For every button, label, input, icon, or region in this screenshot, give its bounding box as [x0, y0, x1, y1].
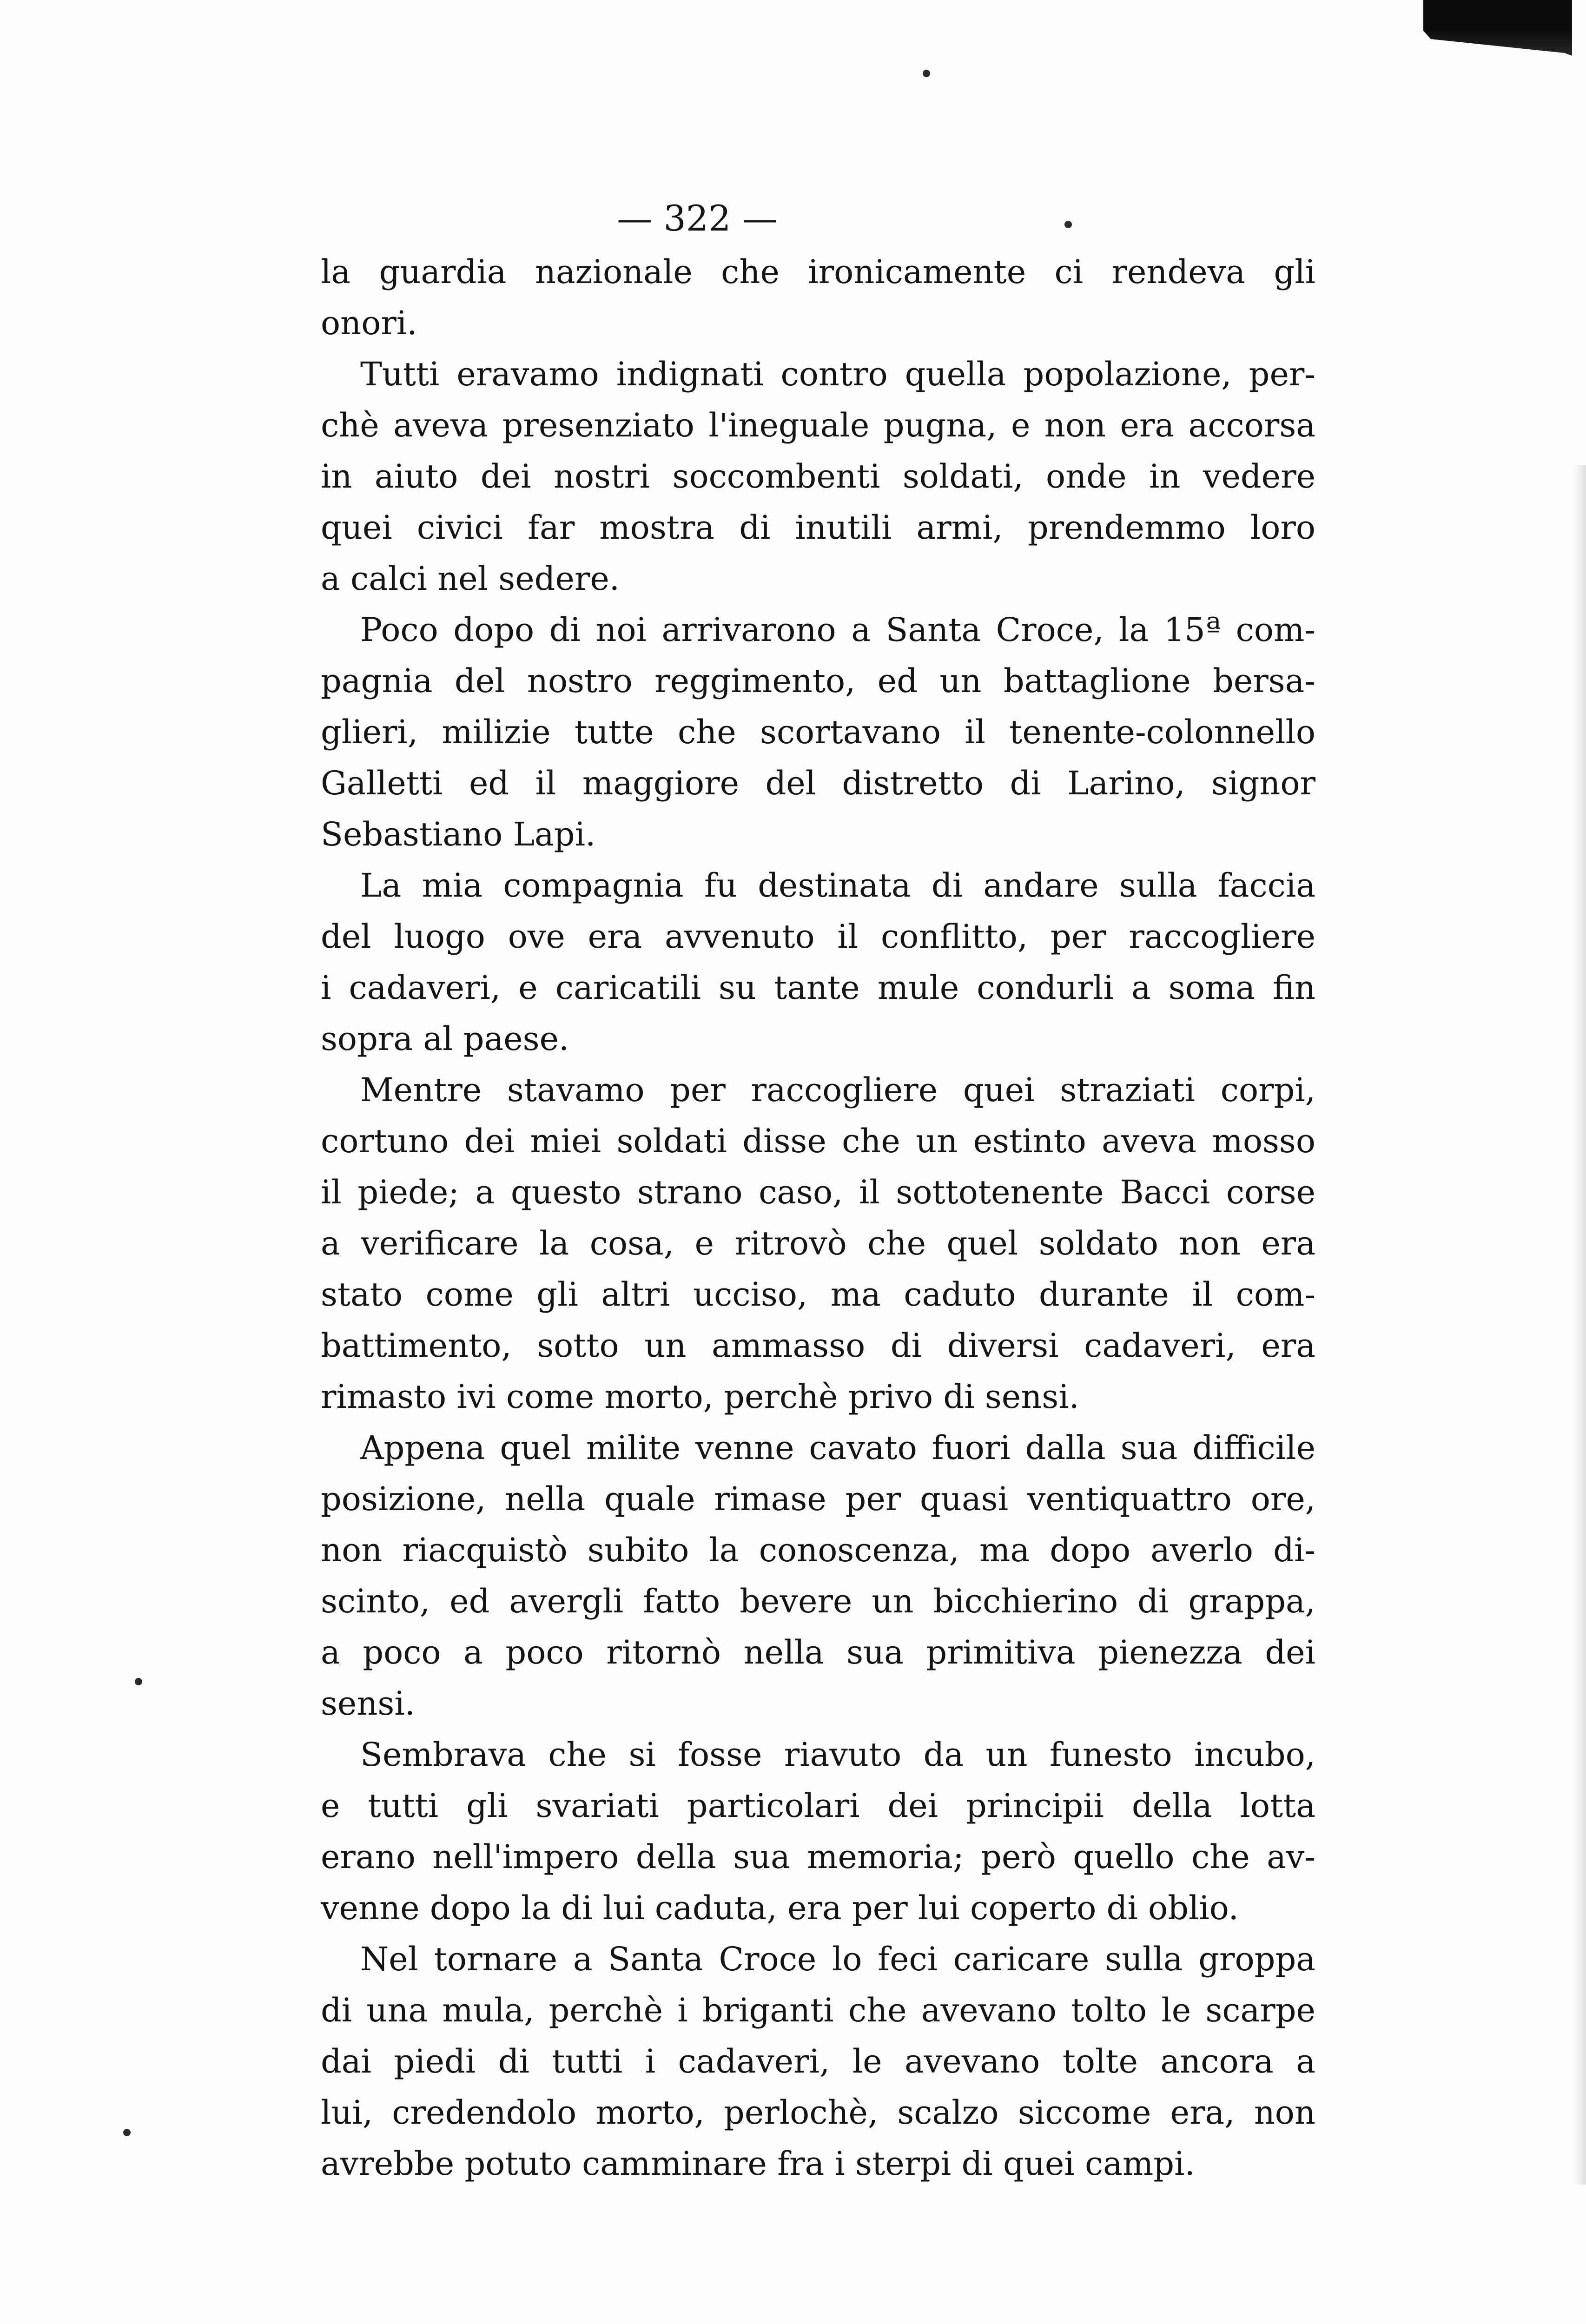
text-line: La mia compagnia fu destinata di andare sulla faccia — [360, 866, 1315, 905]
body-text — [321, 246, 1315, 2189]
text-line: dai piedi di tutti i cadaveri, le avevano tolte ancora a — [321, 2042, 1315, 2080]
text-line: onori. — [321, 304, 417, 342]
text-line: sopra al paese. — [321, 1020, 569, 1058]
text-line: glieri, milizie tutte che scortavano il tenente-colonnello — [321, 713, 1315, 751]
text-line: avrebbe potuto camminare fra i sterpi di quei campi. — [321, 2145, 1195, 2183]
text-line: lui, credendolo morto, perlochè, scalzo siccome era, non — [321, 2093, 1315, 2132]
text-line: Sebastiano Lapi. — [321, 815, 596, 853]
text-line: a calci nel sedere. — [321, 560, 620, 598]
text-line: in aiuto dei nostri soccombenti soldati, onde in vedere — [321, 457, 1315, 495]
scan-speck — [923, 70, 930, 77]
text-line: la guardia nazionale che ironicamente ci rendeva gli — [321, 253, 1315, 291]
text-line: chè aveva presenziato l'ineguale pugna, e non era accorsa — [321, 406, 1315, 444]
scan-speck — [1064, 221, 1072, 228]
scan-artifact-top — [1423, 0, 1572, 56]
text-line: stato come gli altri ucciso, ma caduto durante il com- — [321, 1275, 1315, 1314]
text-line: non riacquistò subito la conoscenza, ma dopo averlo di- — [321, 1531, 1315, 1569]
text-line: Appena quel milite venne cavato fuori dalla sua difficile — [360, 1429, 1315, 1467]
page-number: — 322 — — [617, 198, 778, 239]
scan-speck — [123, 2129, 131, 2136]
text-line: Mentre stavamo per raccogliere quei straziati corpi, — [360, 1071, 1315, 1109]
text-line: di una mula, perchè i briganti che avevano tolto le scarpe — [321, 1991, 1315, 2029]
text-line: Nel tornare a Santa Croce lo feci caricare sulla groppa — [360, 1940, 1315, 1978]
text-line: a verificare la cosa, e ritrovò che quel soldato non era — [321, 1224, 1315, 1262]
text-line: Galletti ed il maggiore del distretto di Larino, signor — [321, 764, 1315, 802]
text-line: e tutti gli svariati particolari dei principii della lotta — [321, 1787, 1315, 1825]
text-line: pagnia del nostro reggimento, ed un battaglione bersa- — [321, 662, 1315, 700]
text-line: il piede; a questo strano caso, il sottotenente Bacci corse — [321, 1173, 1315, 1211]
text-line: venne dopo la di lui caduta, era per lui coperto di oblio. — [321, 1889, 1239, 1927]
text-line: scinto, ed avergli fatto bevere un bicchierino di grappa, — [321, 1582, 1315, 1620]
text-line: battimento, sotto un ammasso di diversi cadaveri, era — [321, 1327, 1315, 1365]
text-line: posizione, nella quale rimase per quasi ventiquattro ore, — [321, 1480, 1315, 1518]
text-line: i cadaveri, e caricatili su tante mule condurli a soma fin — [321, 969, 1315, 1007]
text-line: erano nell'impero della sua memoria; però quello che av- — [321, 1838, 1315, 1876]
text-line: sensi. — [321, 1684, 415, 1723]
scan-speck — [135, 1678, 142, 1685]
text-line: Sembrava che si fosse riavuto da un funesto incubo, — [360, 1736, 1315, 1774]
scan-artifact-edge — [1572, 465, 1586, 2185]
text-line: rimasto ivi come morto, perchè privo di sensi. — [321, 1378, 1079, 1416]
text-line: Tutti eravamo indignati contro quella popolazione, per- — [360, 355, 1315, 393]
scan-artifact-bottom — [1381, 2311, 1577, 2324]
text-line: quei civici far mostra di inutili armi, prendemmo loro — [321, 508, 1315, 547]
text-line: cortuno dei miei soldati disse che un estinto aveva mosso — [321, 1122, 1315, 1160]
text-line: Poco dopo di noi arrivarono a Santa Croce, la 15ª com- — [360, 611, 1315, 649]
text-line: del luogo ove era avvenuto il conflitto, per raccogliere — [321, 918, 1315, 956]
text-line: a poco a poco ritornò nella sua primitiva pienezza dei — [321, 1633, 1315, 1671]
